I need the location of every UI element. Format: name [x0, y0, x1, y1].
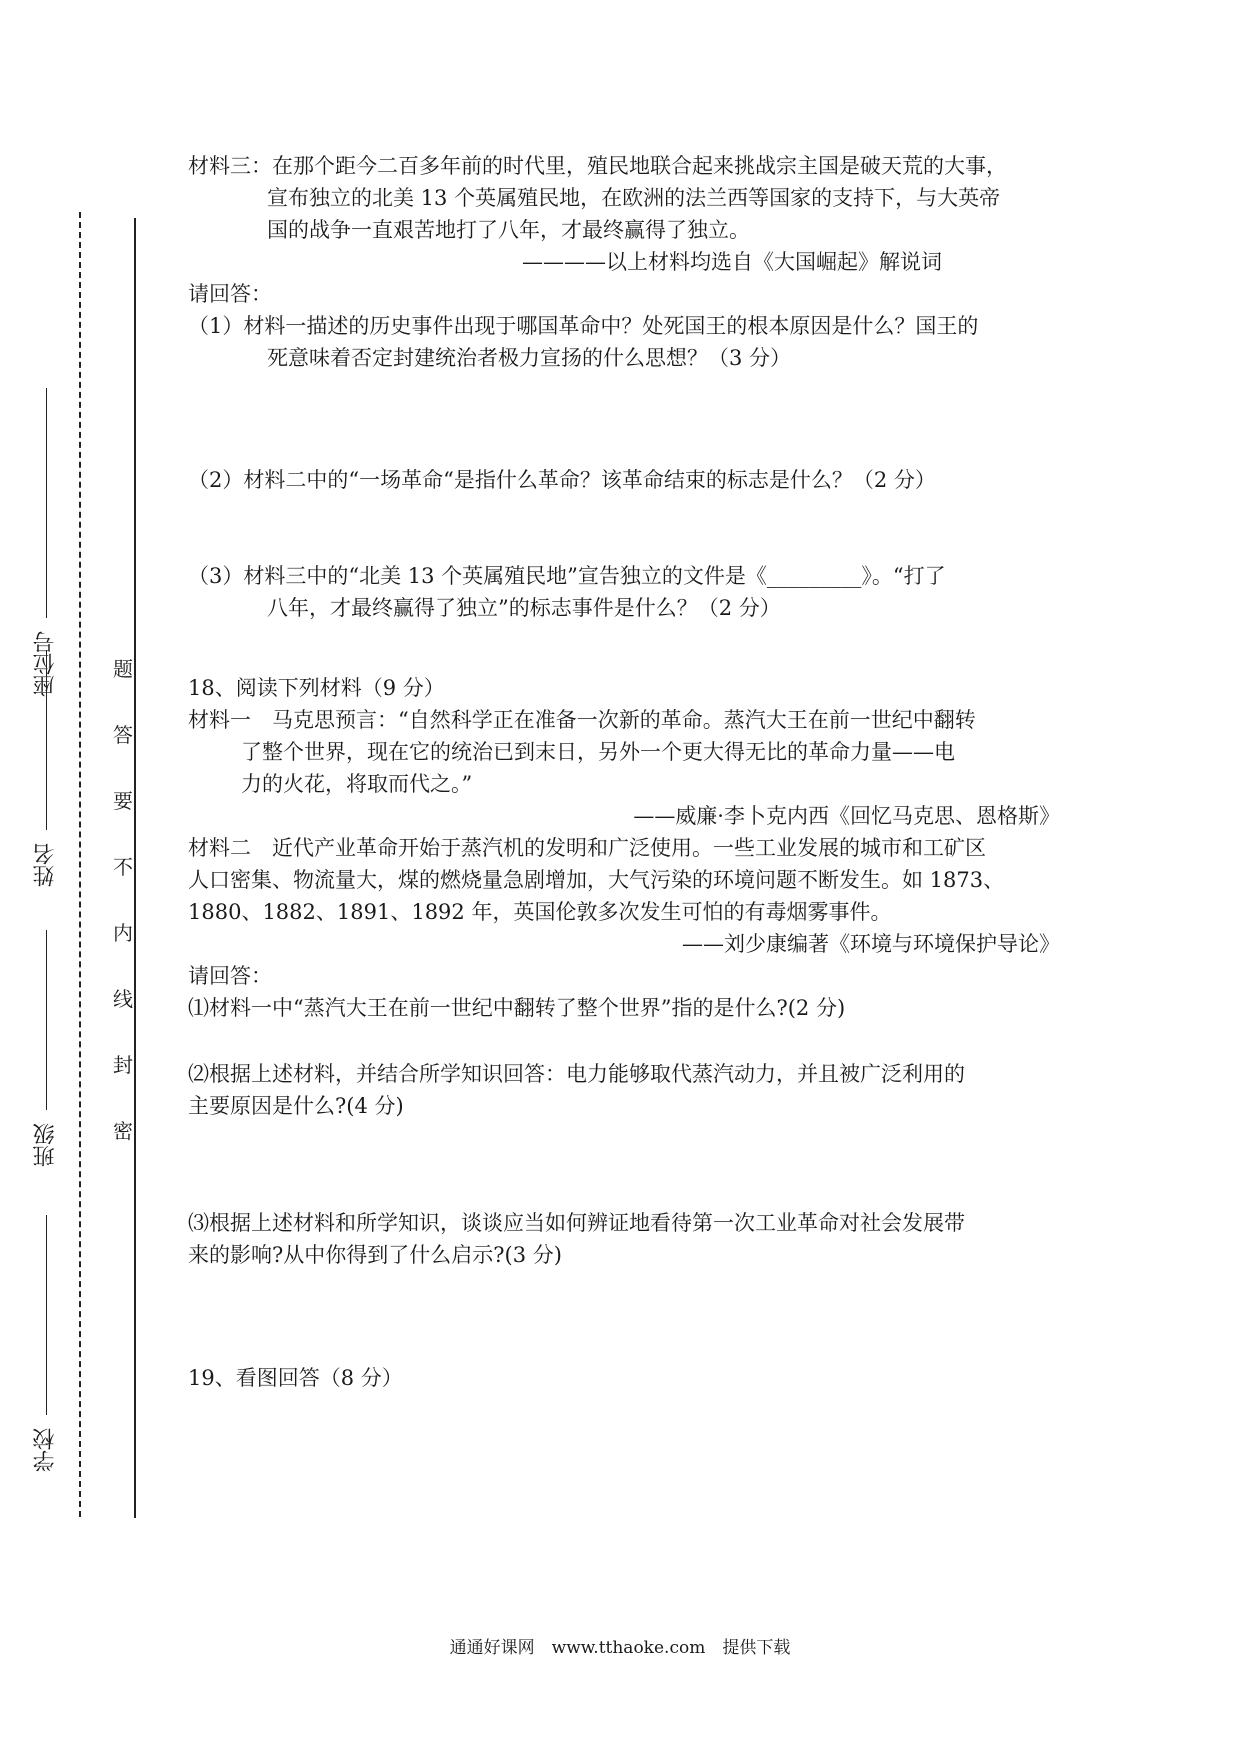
question-18-material-two-cont: 1880、1882、1891、1892 年，英国伦敦多次发生可怕的有毒烟雾事件。	[188, 900, 892, 924]
question-17-1-cont: 死意味着否定封建统治者极力宣扬的什么思想？（3 分）	[267, 346, 792, 370]
seal-char: 内	[113, 921, 133, 945]
answer-space[interactable]	[188, 496, 1060, 560]
seal-char: 封	[113, 1053, 133, 1077]
answer-space[interactable]	[188, 374, 1060, 464]
class-label: 班级	[33, 1123, 58, 1167]
question-18-material-two-cont: 人口密集、物流量大，煤的燃烧量急剧增加，大气污染的环境问题不断发生。如 1873、	[188, 868, 1005, 892]
material-source: ——威廉·李卜克内西《回忆马克思、恩格斯》	[633, 804, 1060, 828]
seal-char: 要	[113, 789, 133, 813]
question-18-2: ⑵根据上述材料，并结合所学知识回答：电力能够取代蒸汽动力，并且被广泛利用的	[188, 1062, 965, 1086]
question-17-1: （1）材料一描述的历史事件出现于哪国革命中？处死国王的根本原因是什么？国王的	[188, 314, 979, 338]
name-field[interactable]	[30, 650, 61, 887]
material-three-line: 国的战争一直艰苦地打了八年，才最终赢得了独立。	[267, 218, 750, 242]
school-field[interactable]	[30, 1215, 61, 1472]
question-19-title: 19、看图回答（8 分）	[188, 1366, 403, 1390]
answer-space[interactable]	[188, 1122, 1060, 1207]
section-gap	[188, 624, 1060, 672]
question-17-3-cont: 八年，才最终赢得了独立”的标志事件是什么？（2 分）	[267, 596, 781, 620]
material-three-label: 材料三：	[188, 154, 272, 178]
school-label: 学校	[33, 1428, 58, 1472]
answer-space[interactable]	[188, 1271, 1060, 1362]
seal-char: 答	[113, 723, 133, 747]
question-18-material-two: 材料二 近代产业革命开始于蒸汽机的发明和广泛使用。一些工业发展的城市和工矿区	[188, 836, 986, 860]
material-three-line: 宣布独立的北美 13 个英属殖民地，在欧洲的法兰西等国家的支持下，与大英帝	[267, 186, 1001, 210]
fold-dashed-line	[79, 212, 81, 1517]
footer-download-note: 通通好课网 www.tthaoke.com 提供下载	[449, 1638, 791, 1658]
seal-char: 不	[113, 855, 133, 879]
seal-char: 密	[113, 1119, 133, 1143]
answer-space[interactable]	[188, 1024, 1060, 1058]
seal-line-notice	[110, 653, 136, 1181]
question-18-3-cont: 来的影响?从中你得到了什么启示?(3 分)	[188, 1243, 562, 1267]
answer-prompt: 请回答：	[188, 964, 272, 988]
class-blank[interactable]	[45, 930, 47, 1110]
answer-prompt: 请回答：	[188, 282, 272, 306]
material-source: ——刘少康编著《环境与环境保护导论》	[682, 932, 1060, 956]
question-18-3: ⑶根据上述材料和所学知识，谈谈应当如何辨证地看待第一次工业革命对社会发展带	[188, 1211, 965, 1235]
class-field[interactable]	[30, 930, 61, 1167]
name-label: 姓名	[33, 843, 58, 887]
question-17-2: （2）材料二中的“一场革命“是指什么革命？该革命结束的标志是什么？（2 分）	[188, 468, 936, 492]
seat-number-label: 座位号	[33, 631, 58, 697]
material-three	[188, 150, 1060, 278]
name-blank[interactable]	[45, 650, 47, 830]
exam-content	[188, 150, 1060, 1394]
question-18-material-one-cont: 力的火花，将取而代之。”	[241, 772, 473, 796]
question-18-2-cont: 主要原因是什么?(4 分)	[188, 1094, 404, 1118]
seal-char: 题	[113, 657, 133, 681]
question-18-material-one: 材料一 马克思预言：“自然科学正在准备一次新的革命。蒸汽大王在前一世纪中翻转	[188, 708, 976, 732]
material-three-text: 在那个距今二百多年前的时代里，殖民地联合起来挑战宗主国是破天荒的大事，	[272, 154, 1007, 178]
question-17-3: （3）材料三中的“北美 13 个英属殖民地”宣告独立的文件是《_________》。“打了	[188, 564, 946, 588]
question-18-1: ⑴材料一中“蒸汽大王在前一世纪中翻转了整个世界”指的是什么?(2 分)	[188, 996, 846, 1020]
material-source: ————以上材料均选自《大国崛起》解说词	[522, 250, 942, 274]
question-18-title: 18、阅读下列材料（9 分）	[188, 676, 445, 700]
seat-number-blank[interactable]	[45, 388, 47, 618]
school-blank[interactable]	[45, 1215, 47, 1415]
question-18-material-one-cont: 了整个世界，现在它的统治已到末日，另外一个更大得无比的革命力量——电	[241, 740, 955, 764]
seal-char: 线	[113, 987, 133, 1011]
